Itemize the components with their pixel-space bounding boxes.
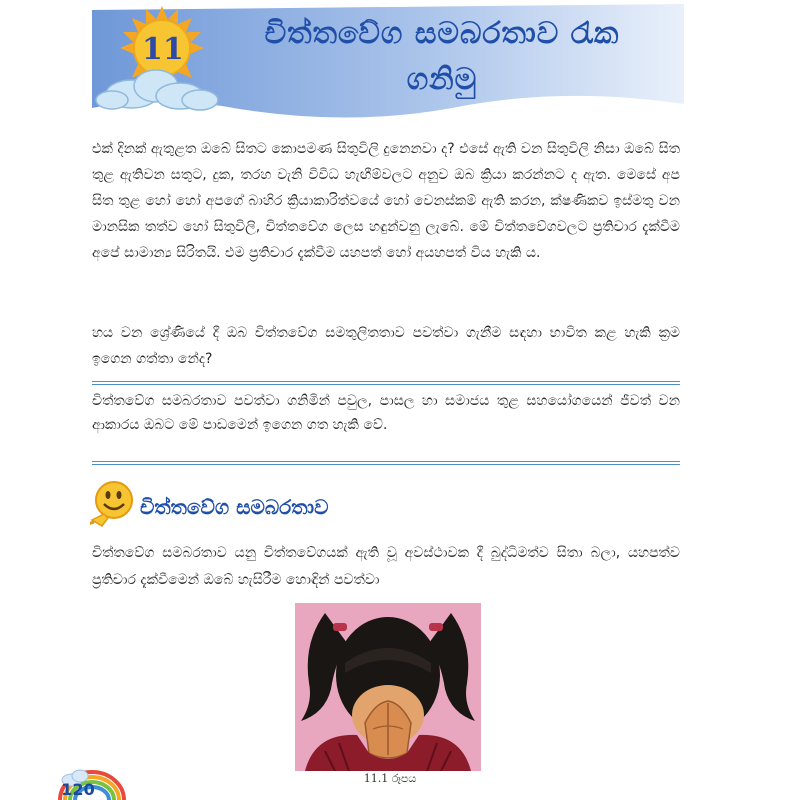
chapter-title-line-2: ගනිමු: [406, 62, 478, 97]
praying-girl-illustration: [295, 603, 481, 771]
page-number: 120: [61, 780, 95, 799]
learning-outcome-box: [92, 381, 680, 465]
praying-girl-image: [295, 603, 481, 771]
section-heading: චිත්තවේග සමබරතාව: [140, 495, 329, 519]
question-paragraph: හය වන ශ්‍රේණියේ දී ඔබ චිත්තවේග සමතුලිතතාව පවත්වා ගැනීම සඳහා භාවිත කළ හැකි ක්‍රම ඉගෙන ගත්තා නේද?: [92, 325, 680, 367]
smiley-pointing-icon: [90, 478, 136, 528]
chapter-number: 11: [142, 32, 184, 67]
chapter-title-line-1: චිත්තවේග සමබරතාව රැක: [264, 16, 620, 51]
chapter-header: [92, 4, 684, 120]
intro-paragraph: එක් දිනක් ඇතුළත ඔබේ සිතට කොපමණ සිතුවිලි දුනෙනවා ද? එසේ ඇති වන සිතුවිලි නිසා ඔබේ සිත තුළ ඇතිවන සතුට, දුක, තරහ වැනි විවිධ හැඟීම්වලට අනුව ඔබ ක්‍රියා කරන්නට ද ඇත. මෙසේ අප සිත තුළ හෝ හෝ අපගේ බාහිර ක්‍රියාකාරිත්වයේ හෝ වෙනස්කම් ඇති කරන, ක්ෂණිකව ඉස්මතු වන මානසික තත්ව හෝ සිතුවිලි, චිත්තවේග ලෙස හඳුන්වනු ලැබේ. මේ චිත්තවේගවලට ප්‍රතිචාර දැක්වීම අපේ සාමාන්‍ය සිරිතයි. එම ප්‍රතිචාර දැක්වීම යහපත් හෝ අයහපත් විය හැකි ය.: [92, 141, 680, 261]
figure-caption: 11.1 රූපය: [363, 772, 417, 785]
learning-outcome-text: චිත්තවේග සමබරතාව පවත්වා ගනිමින් පවුල, පාසල හා සමාජය තුළ සහයෝගයෙන් ජීවත් වන ආකාරය ඔබට මේ පාඩමෙන් ඉගෙන ගත හැකි වේ.: [92, 393, 680, 433]
section-paragraph: චිත්තවේග සමබරතාව යනු චිත්තවේගයක් ඇති වූ අවස්ථාවක දී බුද්ධිමත්ව සිතා බලා, යහපත්ව ප්‍රතිචාර දැක්වීමෙන් ඔබේ හැසිරීම හොඳින් පවත්වා: [92, 545, 680, 588]
